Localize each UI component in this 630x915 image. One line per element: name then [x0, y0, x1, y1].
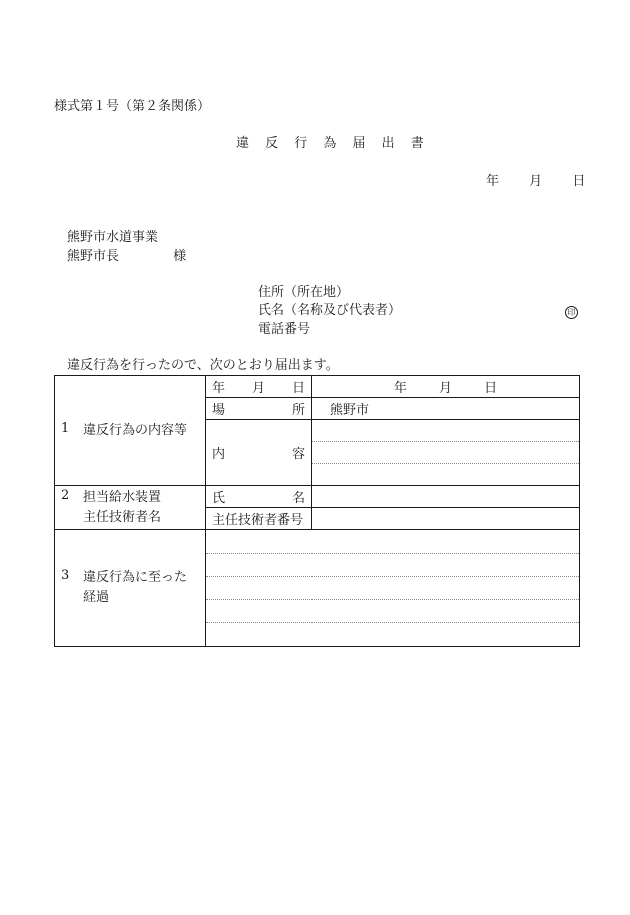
section1-label-cell [55, 376, 206, 486]
addressee-line1: 熊野市水道事業 [67, 230, 159, 245]
history-line-4[interactable] [206, 600, 580, 623]
section2-number: 2 [61, 487, 70, 503]
engineer-license-label: 主任技術者番号 [212, 513, 304, 528]
table-row [55, 530, 580, 554]
section3-label-line2: 経過 [83, 590, 110, 605]
reporter-name-label: 氏名（名称及び代表者） [258, 303, 402, 318]
addressee-honorific: 様 [173, 249, 187, 264]
engineer-name-value-cell[interactable] [312, 486, 580, 508]
seal-stamp [565, 304, 578, 320]
engineer-name-label-a: 氏 [212, 491, 226, 506]
date-year: 年 [486, 174, 500, 189]
section3-label-cell [55, 530, 206, 647]
reporter-phone-label: 電話番号 [258, 322, 311, 337]
section3-label [83, 568, 187, 608]
section2-label-line1: 担当給水装置 [83, 489, 162, 505]
date-label-month: 月 [251, 381, 265, 396]
table-row [55, 486, 580, 508]
engineer-license-value-cell[interactable] [312, 508, 580, 530]
report-table [54, 375, 580, 647]
date-value-day: 日 [484, 381, 498, 396]
history-line-2[interactable] [206, 554, 580, 577]
section2-label-line2: 主任技術者名 [83, 509, 162, 525]
content-line-2[interactable] [312, 442, 580, 464]
form-number: 様式第１号（第２条関係） [54, 99, 211, 114]
history-line-5[interactable] [206, 623, 580, 647]
table-row [55, 376, 580, 398]
place-value: 熊野市 [330, 403, 370, 418]
date-value-month: 月 [438, 381, 452, 396]
section2-label-cell [55, 486, 206, 530]
date-label-cell [206, 376, 312, 398]
date-value-year: 年 [393, 381, 407, 396]
date-month: 月 [529, 174, 543, 189]
content-line-3[interactable] [312, 464, 580, 486]
date-value-cell[interactable] [312, 376, 580, 398]
content-label-cell [206, 420, 312, 486]
intro-text: 違反行為を行ったので、次のとおり届出ます。 [67, 358, 339, 373]
section1-label: 違反行為の内容等 [83, 422, 188, 438]
section3-label-line1: 違反行為に至った [83, 570, 188, 585]
engineer-license-label-cell [206, 508, 312, 530]
section3-number: 3 [61, 568, 70, 583]
date-day: 日 [572, 174, 586, 189]
place-label-a: 場 [212, 403, 226, 418]
date-label-day: 日 [291, 381, 305, 396]
content-line-1[interactable] [312, 420, 580, 442]
place-label-cell [206, 398, 312, 420]
content-label-b: 容 [291, 447, 305, 462]
section2-label [83, 488, 161, 528]
section1-number: 1 [61, 420, 70, 436]
reporter-address-label: 住所（所在地） [258, 285, 350, 300]
engineer-name-label-cell [206, 486, 312, 508]
engineer-name-label-b: 名 [291, 491, 305, 506]
addressee-mayor: 熊野市長 [67, 249, 120, 264]
history-line-1[interactable] [206, 530, 580, 554]
place-value-cell[interactable] [312, 398, 580, 420]
history-line-3[interactable] [206, 577, 580, 600]
date-label-year: 年 [212, 381, 226, 396]
header-date [486, 174, 585, 190]
place-label-b: 所 [291, 403, 305, 418]
addressee-line2 [67, 249, 186, 265]
seal-stamp-mark: 印 [565, 306, 578, 319]
content-label-a: 内 [212, 447, 226, 462]
document-title: 違 反 行 為 届 出 書 [236, 136, 430, 151]
